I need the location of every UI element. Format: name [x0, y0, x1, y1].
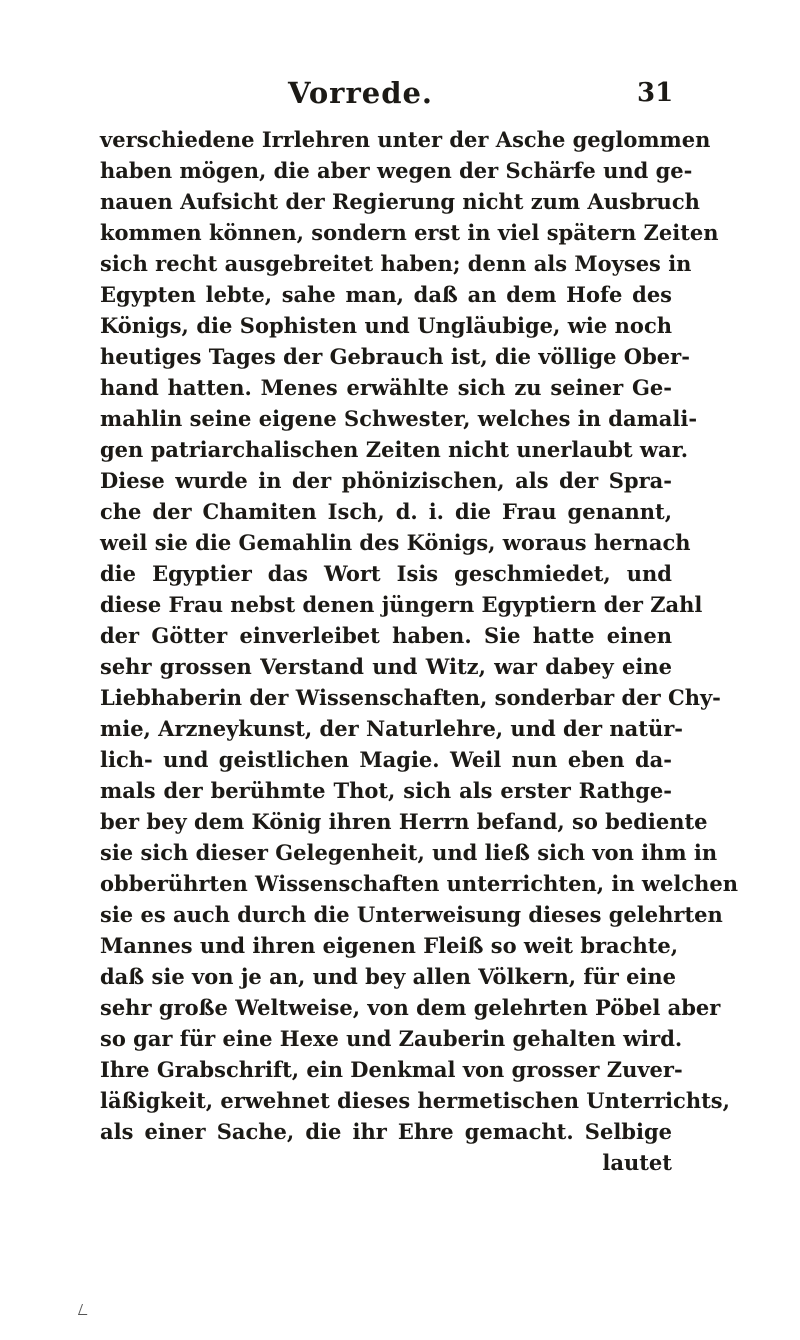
text-line: sie es auch durch die Unterweisung dieses gelehrten	[100, 902, 723, 927]
text-line: kommen können, sondern erst in viel spätern Zeiten	[100, 220, 719, 245]
text-line: heutiges Tages der Gebrauch ist, die völlige Ober-	[100, 344, 690, 369]
text-line: die Egyptier das Wort Isis geschmiedet, und	[100, 561, 672, 586]
text-line: Königs, die Sophisten und Ungläubige, wie noch	[100, 313, 672, 338]
text-line: lautet	[602, 1150, 672, 1175]
text-line: mals der berühmte Thot, sich als erster Rathge-	[100, 778, 672, 803]
text-line: ber bey dem König ihren Herrn befand, so bediente	[100, 809, 708, 834]
text-line: obberührten Wissenschaften unterrichten, in welchen	[100, 871, 739, 896]
running-head-title: Vorrede.	[288, 76, 434, 110]
text-line: der Götter einverleibet haben. Sie hatte einen	[100, 623, 672, 648]
text-line: weil sie die Gemahlin des Königs, woraus hernach	[100, 530, 691, 555]
text-line: als einer Sache, die ihr Ehre gemacht. Selbige	[100, 1119, 672, 1144]
page-number: 31	[637, 78, 674, 108]
text-line: mie, Arzneykunst, der Naturlehre, und der natür-	[100, 716, 684, 741]
text-line: Egypten lebte, sahe man, daß an dem Hofe des	[100, 282, 672, 307]
text-line: sie sich dieser Gelegenheit, und ließ sich von ihm in	[100, 840, 718, 865]
text-line: che der Chamiten Isch, d. i. die Frau genannt,	[100, 499, 672, 524]
text-line: so gar für eine Hexe und Zauberin gehalten wird.	[100, 1026, 683, 1051]
text-line: mahlin seine eigene Schwester, welches in damali-	[100, 406, 698, 431]
text-line: verschiedene Irrlehren unter der Asche geglommen	[100, 127, 711, 152]
text-line: Mannes und ihren eigenen Fleiß so weit brachte,	[100, 933, 679, 958]
body-text	[100, 124, 739, 1178]
text-line: Ihre Grabschrift, ein Denkmal von grosser Zuver-	[100, 1057, 683, 1082]
text-line: gen patriarchalischen Zeiten nicht unerlaubt war.	[100, 437, 689, 462]
text-line: Liebhaberin der Wissenschaften, sonderbar der Chy-	[100, 685, 721, 710]
text-line: sehr große Weltweise, von dem gelehrten Pöbel aber	[100, 995, 721, 1020]
text-line: läßigkeit, erwehnet dieses hermetischen Unterrichts,	[100, 1088, 730, 1113]
text-line: haben mögen, die aber wegen der Schärfe und ge-	[100, 158, 693, 183]
text-line: daß sie von je an, und bey allen Völkern, für eine	[100, 964, 677, 989]
text-line: nauen Aufsicht der Regierung nicht zum Ausbruch	[100, 189, 700, 214]
running-head	[0, 76, 800, 116]
text-line: diese Frau nebst denen jüngern Egyptiern der Zahl	[100, 592, 703, 617]
text-line: Diese wurde in der phönizischen, als der Spra-	[100, 468, 672, 493]
text-line: hand hatten. Menes erwählte sich zu seiner Ge-	[100, 375, 672, 400]
text-line: sehr grossen Verstand und Witz, war dabey eine	[100, 654, 672, 679]
text-line: lich- und geistlichen Magie. Weil nun eben da-	[100, 747, 672, 772]
text-line: sich recht ausgebreitet haben; denn als Moyses in	[100, 251, 692, 276]
margin-mark	[78, 1304, 91, 1315]
